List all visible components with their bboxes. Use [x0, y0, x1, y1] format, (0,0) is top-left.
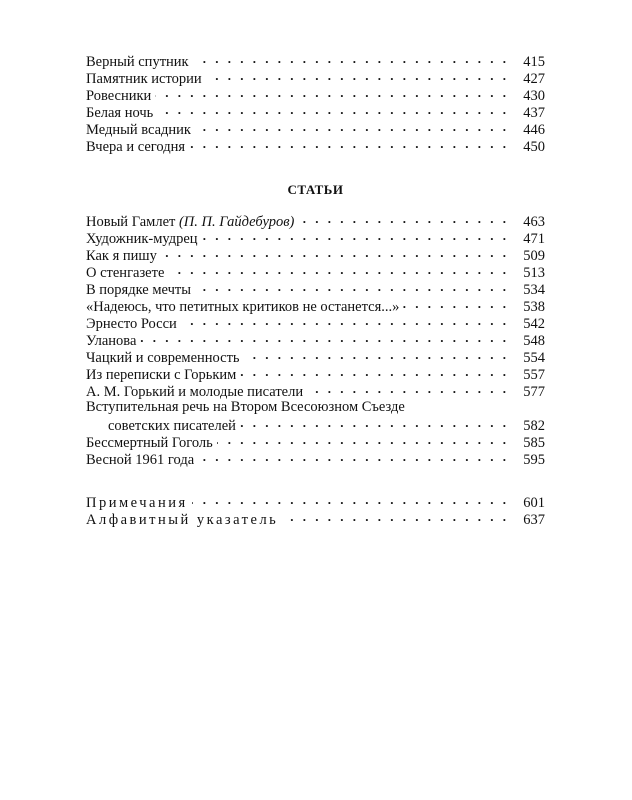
toc-entry-page: 554 — [523, 350, 545, 366]
toc-entry — [86, 365, 545, 382]
dot-leader — [140, 331, 509, 345]
toc-entry-page: 557 — [523, 367, 545, 383]
toc-entry — [86, 450, 545, 467]
toc-group-articles — [86, 212, 545, 467]
toc-entry-page: 534 — [523, 282, 545, 298]
toc-entry — [86, 433, 545, 450]
dot-leader — [198, 450, 509, 464]
dot-leader — [202, 229, 509, 243]
toc-entry-page: 446 — [523, 122, 545, 138]
toc-entry-title: Чацкий и современность — [86, 350, 240, 366]
toc-entry — [86, 52, 545, 69]
toc-entry-page: 450 — [523, 139, 545, 155]
toc-entry-title: Весной 1961 года — [86, 452, 195, 468]
toc-entry — [86, 69, 545, 86]
dot-leader — [161, 246, 509, 260]
toc-entry-title: Памятник истории — [86, 71, 202, 87]
toc-entry-title: В порядке мечты — [86, 282, 191, 298]
toc-entry-page: 463 — [523, 214, 545, 230]
toc-entry — [86, 229, 545, 246]
dot-leader — [240, 416, 509, 430]
toc-entry-wrapped-line: Вступительная речь на Втором Всесоюзном Съезде — [86, 399, 405, 415]
dot-leader — [168, 263, 509, 277]
dot-leader — [206, 69, 509, 83]
toc-entry — [86, 297, 545, 314]
toc-entry-page: 509 — [523, 248, 545, 264]
dot-leader — [307, 382, 509, 396]
toc-entry — [86, 120, 545, 137]
toc-group-stories — [86, 52, 545, 154]
toc-entry-title: Алфавитный указатель — [86, 512, 279, 528]
toc-entry — [86, 382, 545, 399]
toc-entry-title: советских писателей — [108, 418, 236, 434]
dot-leader — [403, 297, 509, 311]
toc-entry-title: Ровесники — [86, 88, 152, 104]
toc-entry — [86, 331, 545, 348]
toc-entry — [86, 493, 545, 510]
toc-entry-title: Верный спутник — [86, 54, 189, 70]
toc-entry-title: Вчера и сегодня — [86, 139, 186, 155]
toc-entry-page: 601 — [523, 495, 545, 511]
table-of-contents — [86, 52, 545, 527]
toc-entry-title: Бессмертный Гоголь — [86, 435, 213, 451]
toc-entry-main-title: Новый Гамлет — [86, 214, 176, 230]
toc-entry-page: 585 — [523, 435, 545, 451]
spacer — [86, 467, 545, 493]
toc-entry-page: 513 — [523, 265, 545, 281]
toc-entry — [86, 137, 545, 154]
dot-leader — [193, 52, 509, 66]
toc-entry-title: Медный всадник — [86, 122, 191, 138]
toc-entry — [86, 510, 545, 527]
toc-entry-page: 538 — [523, 299, 545, 315]
toc-entry-title: О стенгазете — [86, 265, 165, 281]
toc-entry-page: 471 — [523, 231, 545, 247]
toc-entry — [86, 348, 545, 365]
toc-entry-title: Как я пишу — [86, 248, 157, 264]
dot-leader — [155, 86, 509, 100]
toc-entry-title: Уланова — [86, 333, 137, 349]
toc-entry — [86, 314, 545, 331]
toc-entry — [86, 246, 545, 263]
dot-leader — [192, 493, 509, 507]
toc-entry-title: Белая ночь — [86, 105, 154, 121]
toc-entry — [86, 212, 545, 229]
toc-entry — [86, 263, 545, 280]
dot-leader — [282, 510, 509, 524]
dot-leader — [298, 212, 509, 226]
toc-entry-page: 577 — [523, 384, 545, 400]
dot-leader — [217, 433, 509, 447]
toc-group-back-matter — [86, 493, 545, 527]
toc-entry-subtitle: (П. П. Гайдебуров) — [178, 214, 295, 230]
dot-leader — [195, 120, 509, 134]
section-heading: СТАТЬИ — [287, 182, 344, 197]
toc-entry-title: Эрнесто Росси — [86, 316, 177, 332]
toc-entry — [86, 416, 545, 433]
toc-entry — [86, 280, 545, 297]
toc-entry-page: 430 — [523, 88, 545, 104]
dot-leader — [189, 137, 509, 151]
toc-entry-title: «Надеюсь, что петитных критиков не останется...» — [86, 299, 400, 315]
dot-leader — [244, 348, 509, 362]
toc-entry-page: 427 — [523, 71, 545, 87]
toc-entry — [86, 103, 545, 120]
toc-entry-page: 637 — [523, 512, 545, 528]
toc-entry-page: 415 — [523, 54, 545, 70]
dot-leader — [195, 280, 509, 294]
toc-entry-page: 582 — [523, 418, 545, 434]
toc-entry-title: Примечания — [86, 495, 188, 511]
toc-entry-page: 542 — [523, 316, 545, 332]
toc-entry-title: Художник-мудрец — [86, 231, 198, 247]
toc-entry-page: 595 — [523, 452, 545, 468]
toc-entry — [86, 86, 545, 103]
toc-entry-title: А. М. Горький и молодые писатели — [86, 384, 304, 400]
toc-entry-page: 437 — [523, 105, 545, 121]
dot-leader — [157, 103, 509, 117]
dot-leader — [240, 365, 509, 379]
dot-leader — [181, 314, 509, 328]
toc-entry-title: Из переписки с Горьким — [86, 367, 237, 383]
toc-entry-page: 548 — [523, 333, 545, 349]
